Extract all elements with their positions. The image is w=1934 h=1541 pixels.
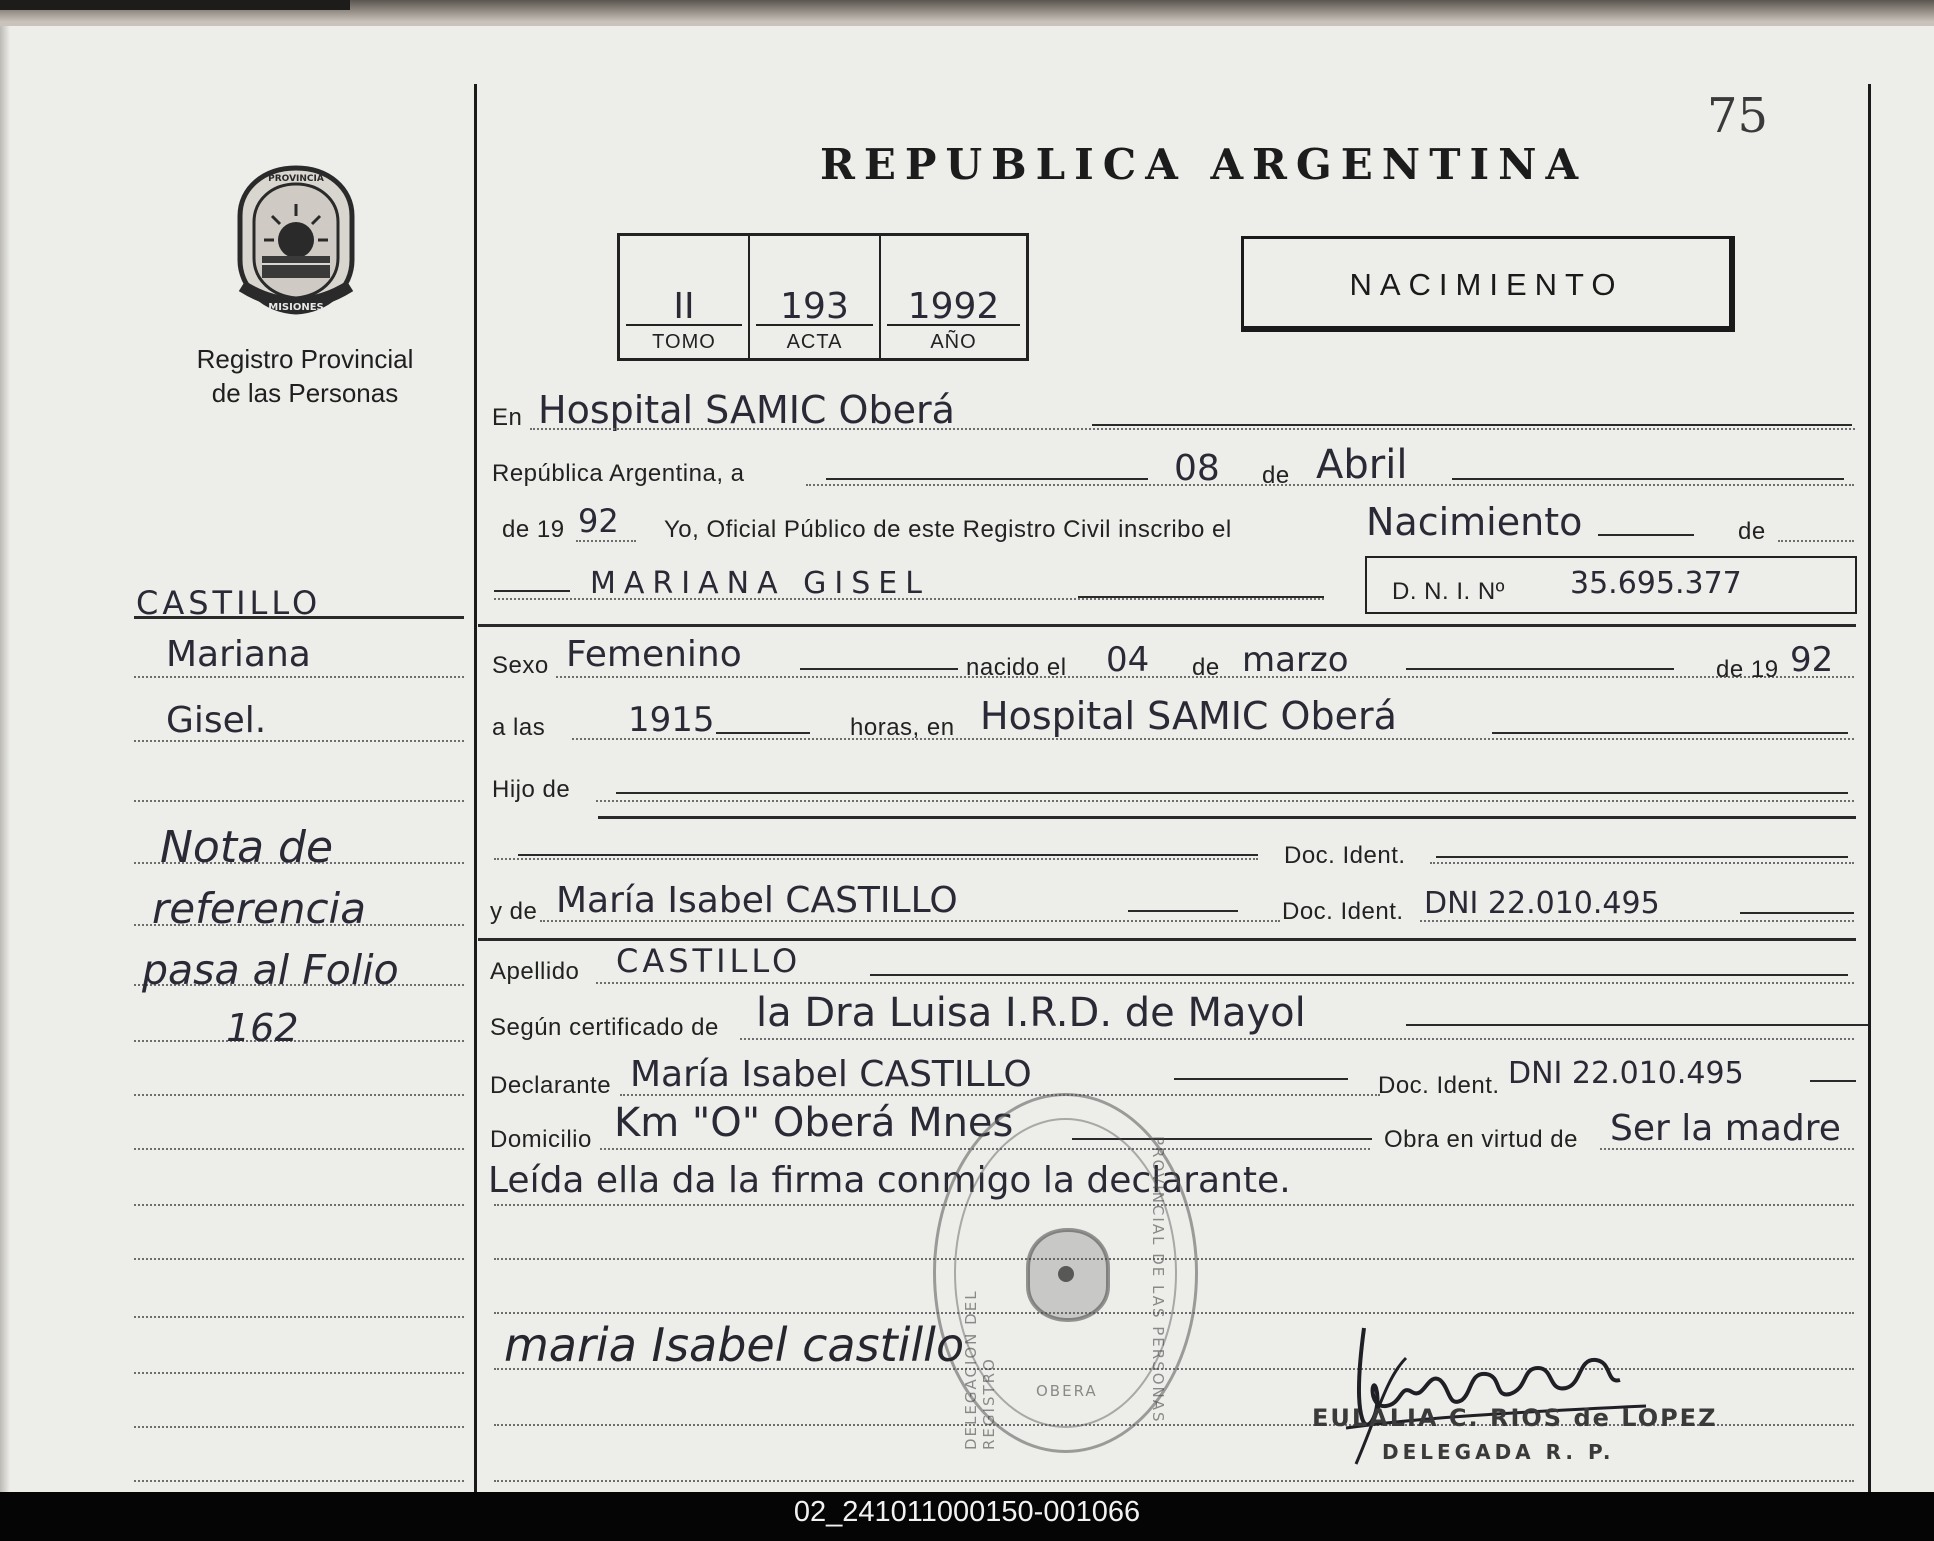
scan-top-edge xyxy=(0,0,350,10)
place-value: Hospital SAMIC Oberá xyxy=(538,388,955,432)
fill-dash xyxy=(1406,1024,1868,1026)
y-de-label: y de xyxy=(490,898,538,925)
margin-note-line2: referencia xyxy=(152,884,366,933)
province-seal-icon xyxy=(228,164,364,316)
act-value: Nacimiento xyxy=(1366,500,1583,544)
fill-dash xyxy=(518,854,1258,856)
nacido-label: nacido el xyxy=(966,654,1067,681)
fill-dash xyxy=(800,668,958,670)
margin-line xyxy=(134,1480,464,1482)
form-line xyxy=(494,598,1324,600)
birth-day: 04 xyxy=(1106,640,1150,680)
margin-line xyxy=(134,1316,464,1318)
acta-value: 193 xyxy=(780,286,849,327)
form-line xyxy=(620,1094,1380,1096)
doc-ident-label2: Doc. Ident. xyxy=(1282,898,1404,925)
year-suffix: 92 xyxy=(578,502,619,540)
officer-title: DELEGADA R. P. xyxy=(1382,1440,1615,1464)
form-line xyxy=(596,982,1854,984)
fill-dash xyxy=(1436,856,1848,858)
form-line xyxy=(494,1480,1854,1482)
de-end-label: de xyxy=(1738,518,1766,545)
form-line xyxy=(1430,862,1854,864)
closing-text: Leída ella da la firma conmigo la declarante. xyxy=(488,1160,1291,1201)
fill-dash xyxy=(1452,478,1844,480)
dni-value: 35.695.377 xyxy=(1570,566,1742,601)
margin-line xyxy=(134,1040,464,1042)
fill-dash xyxy=(826,478,1148,480)
birth-month: marzo xyxy=(1242,640,1349,680)
form-line xyxy=(596,800,1854,802)
margin-line xyxy=(134,1148,464,1150)
official-stamp xyxy=(933,1093,1198,1453)
column-divider xyxy=(474,84,477,1492)
margin-line xyxy=(134,1204,464,1206)
child-name: MARIANA GISEL xyxy=(590,566,930,601)
fill-dash xyxy=(1128,910,1238,912)
fill-dash xyxy=(1740,912,1854,914)
fill-dash xyxy=(716,732,810,734)
obra-label: Obra en virtud de xyxy=(1384,1126,1578,1153)
en-label: En xyxy=(492,404,523,431)
tomo-value: II xyxy=(673,286,695,327)
margin-line xyxy=(134,1258,464,1260)
stamp-emblem-icon xyxy=(1018,1224,1118,1324)
margin-line xyxy=(134,1426,464,1428)
declarant-signature: maria Isabel castillo xyxy=(504,1318,965,1372)
birth-year-suffix: 92 xyxy=(1790,640,1834,680)
declarante-value: María Isabel CASTILLO xyxy=(630,1054,1032,1095)
page-number: 75 xyxy=(1707,88,1769,144)
fill-dash xyxy=(616,792,1848,794)
fill-dash xyxy=(494,590,570,592)
stamp-text-right: PROVINCIAL DE LAS PERSONAS xyxy=(1149,1136,1167,1424)
form-line xyxy=(494,858,1258,860)
domicilio-label: Domicilio xyxy=(490,1126,592,1153)
apellido-label: Apellido xyxy=(490,958,580,985)
margin-first-name: Mariana xyxy=(166,634,311,675)
fill-dash xyxy=(1492,732,1848,734)
fill-dash xyxy=(870,974,1848,976)
fill-dash xyxy=(1078,596,1324,598)
margin-note-line1: Nota de xyxy=(160,822,334,873)
domicilio-value: Km "O" Oberá Mnes xyxy=(614,1100,1014,1146)
dni-label: D. N. I. Nº xyxy=(1392,578,1505,605)
de-label: de xyxy=(1262,462,1290,489)
month-value: Abril xyxy=(1316,442,1408,488)
acta-cell xyxy=(750,236,881,358)
form-line xyxy=(1420,920,1854,922)
mother-doc: DNI 22.010.495 xyxy=(1424,886,1660,921)
right-border xyxy=(1868,84,1871,1492)
anio-cell xyxy=(881,236,1026,358)
sexo-value: Femenino xyxy=(566,634,742,675)
fill-dash xyxy=(1810,1080,1856,1082)
birth-place: Hospital SAMIC Oberá xyxy=(980,694,1397,738)
scan-caption: 02_241011000150-001066 xyxy=(793,1496,1141,1528)
page-left-edge xyxy=(0,26,10,1492)
margin-surname: CASTILLO xyxy=(136,584,322,622)
margin-line xyxy=(134,1094,464,1096)
stamp-text-bottom: OBERA xyxy=(1036,1382,1098,1400)
republica-label: República Argentina, a xyxy=(492,460,745,487)
country-title: REPUBLICA ARGENTINA xyxy=(820,140,1588,189)
anio-label: AÑO xyxy=(930,331,977,353)
acta-label: ACTA xyxy=(786,331,843,353)
declarante-label: Declarante xyxy=(490,1072,612,1099)
de19-label2: de 19 xyxy=(1716,656,1779,683)
registry-line2: de las Personas xyxy=(211,378,399,408)
margin-line xyxy=(134,676,464,678)
section-rule xyxy=(478,938,1856,941)
segun-label: Según certificado de xyxy=(490,1014,719,1041)
fill-dash xyxy=(1174,1078,1348,1080)
doc-ident-label1: Doc. Ident. xyxy=(1284,842,1406,869)
margin-line xyxy=(134,800,464,802)
doc-ident-label3: Doc. Ident. xyxy=(1378,1072,1500,1099)
de-label2: de xyxy=(1192,654,1220,681)
registry-name xyxy=(150,342,460,410)
form-line xyxy=(540,920,1280,922)
index-table xyxy=(617,233,1029,361)
form-line xyxy=(530,428,1855,430)
margin-second-name: Gisel. xyxy=(166,700,267,741)
record-type-box xyxy=(1241,236,1735,332)
seal-text-top: PROVINCIA xyxy=(268,174,324,184)
section-rule xyxy=(598,816,1856,819)
tomo-cell xyxy=(620,236,750,358)
a-las-label: a las xyxy=(492,714,546,741)
hijo-label: Hijo de xyxy=(492,776,571,803)
fill-dash xyxy=(1092,424,1852,426)
margin-line xyxy=(134,1372,464,1374)
form-line xyxy=(740,1038,1854,1040)
fill-dash xyxy=(1406,668,1674,670)
section-rule xyxy=(478,624,1856,627)
day-value: 08 xyxy=(1174,448,1220,489)
officer-name: EULALIA C. RIOS de LOPEZ xyxy=(1312,1404,1718,1432)
tomo-label: TOMO xyxy=(652,331,716,353)
yo-label: Yo, Oficial Público de este Registro Civil inscribo el xyxy=(664,516,1232,543)
horas-label: horas, en xyxy=(850,714,955,741)
anio-value: 1992 xyxy=(907,286,1000,327)
margin-surname-rule xyxy=(134,616,464,619)
hour-value: 1915 xyxy=(628,700,715,740)
declarante-doc: DNI 22.010.495 xyxy=(1508,1056,1744,1091)
sexo-label: Sexo xyxy=(492,652,549,679)
mother-name: María Isabel CASTILLO xyxy=(556,880,958,921)
record-type: NACIMIENTO xyxy=(1349,267,1624,302)
form-line xyxy=(572,738,1854,740)
seal-text-bottom: MISIONES xyxy=(268,302,324,313)
de19-label: de 19 xyxy=(502,516,565,543)
certificate-by: la Dra Luisa I.R.D. de Mayol xyxy=(756,990,1306,1036)
form-line xyxy=(1600,1148,1854,1150)
fill-dash xyxy=(1598,534,1694,536)
margin-note-line3: pasa al Folio xyxy=(142,946,399,994)
margin-note-line4: 162 xyxy=(226,1006,299,1050)
stamp-text-left: DELEGACION DEL REGISTRO xyxy=(962,1289,998,1450)
registry-line1: Registro Provincial xyxy=(196,344,414,374)
form-line xyxy=(1778,540,1854,542)
form-line xyxy=(576,540,636,542)
obra-value: Ser la madre xyxy=(1610,1108,1841,1149)
apellido-value: CASTILLO xyxy=(616,942,802,980)
